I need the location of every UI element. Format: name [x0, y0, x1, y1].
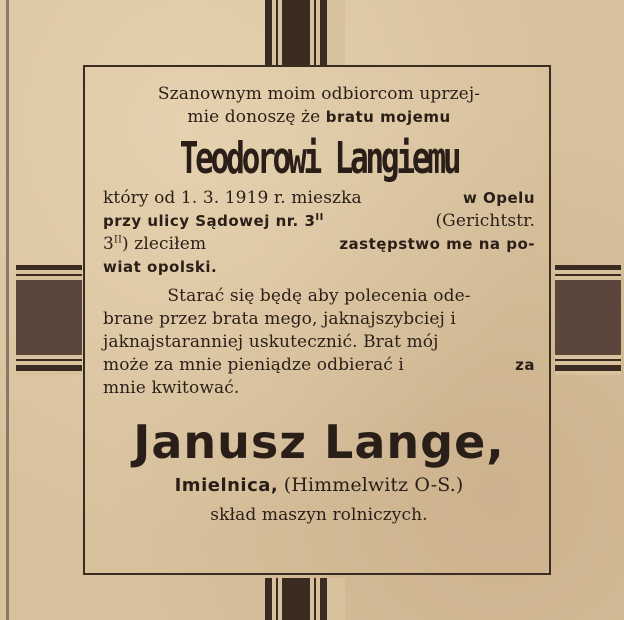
p2-line-4-text: może za mnie pieniądze odbierać i	[103, 355, 404, 375]
p1-line-1-text: który od 1. 3. 1919 r. mieszka	[103, 188, 362, 208]
left-ornament	[16, 265, 82, 375]
p2-line-5: mnie kwitować.	[103, 378, 240, 398]
p1-address: przy ulicy Sądowej nr. 3	[103, 212, 316, 230]
location-town: Imielnica,	[174, 475, 279, 496]
signature-name: Janusz Lange,	[133, 415, 505, 469]
advertisement-frame	[83, 65, 551, 575]
location-line	[103, 474, 535, 498]
p1-line-4	[103, 256, 535, 279]
p2-line-2: brane przez brata mego, jaknajszybciej i	[103, 309, 456, 329]
p1-delegated: ) zleciłem	[122, 234, 207, 254]
p1-line-1-bold: w Opelu	[462, 189, 535, 207]
paragraph-2	[103, 285, 535, 400]
p1-line-2	[103, 210, 535, 233]
p1-number-sup: II	[113, 234, 123, 246]
top-ornament	[265, 0, 345, 66]
p1-line-3	[103, 233, 535, 256]
intro-line-2	[103, 106, 535, 129]
p2-line-4-bold: za	[515, 356, 535, 374]
intro-line-2-text: mie donoszę że	[187, 107, 321, 127]
right-ornament	[555, 265, 621, 375]
location-german: (Himmelwitz O-S.)	[283, 474, 464, 496]
bottom-ornament	[265, 578, 345, 620]
p1-line-1	[103, 187, 535, 210]
intro-line-2-bold: bratu mojemu	[325, 108, 451, 126]
recipient-name-headline: Teodorowi Langiemu	[179, 132, 459, 184]
p2-line-3: jaknajstaranniej uskutecznić. Brat mój	[103, 332, 439, 352]
p1-address-sup: II	[315, 212, 324, 223]
p1-line-3-bold: zastępstwo me na po-	[339, 235, 535, 253]
p1-number: 3	[103, 234, 114, 254]
p2-line-4	[103, 354, 535, 377]
p1-line-4-bold: wiat opolski.	[103, 258, 218, 276]
intro-line-1: Szanownym moim odbiorcom uprzej-	[157, 84, 481, 104]
left-column-rule	[6, 0, 9, 620]
p1-line-2-bold	[103, 210, 324, 233]
business-line: skład maszyn rolniczych.	[210, 505, 428, 525]
p1-line-3-text	[103, 233, 206, 256]
p1-line-2-text: (Gerichtstr.	[435, 211, 535, 231]
p2-line-1: Starać się będę aby polecenia ode-	[167, 286, 471, 306]
